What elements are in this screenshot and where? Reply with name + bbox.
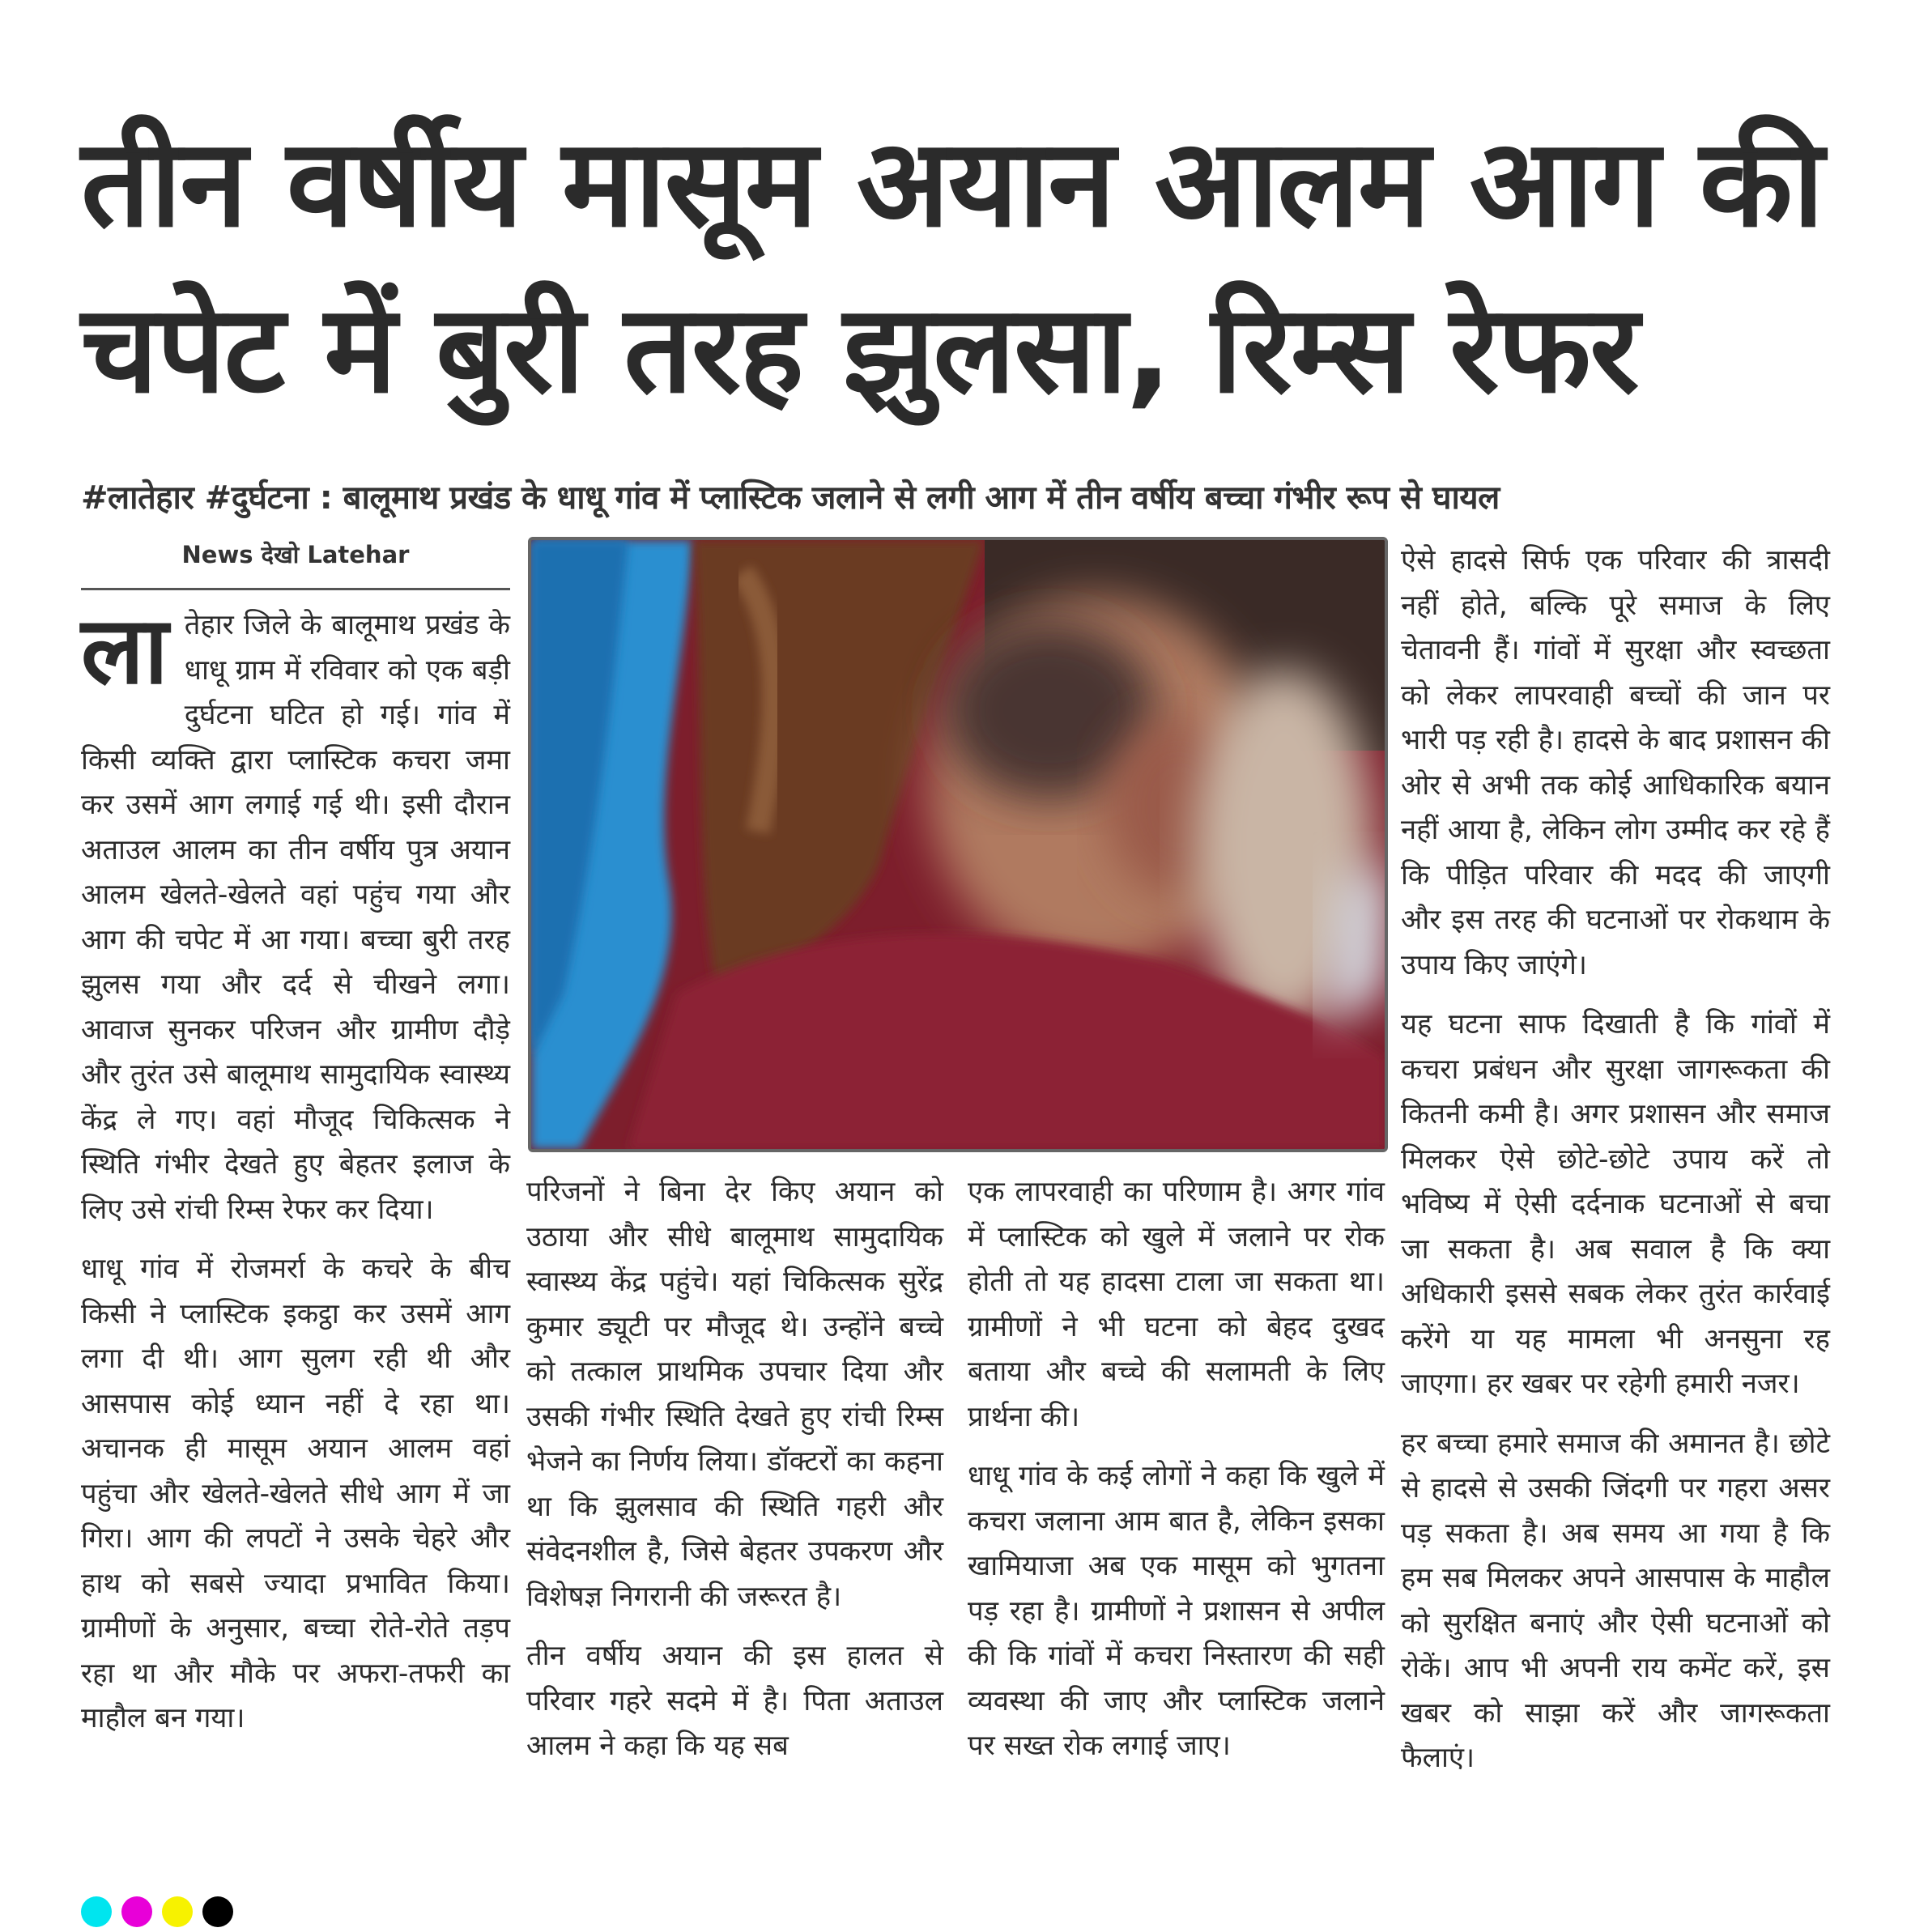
magenta-dot (121, 1896, 152, 1927)
cmyk-registration-marks (81, 1896, 233, 1927)
news-photo (528, 537, 1388, 1152)
headline: तीन वर्षीय मासूम अयान आलम आग की चपेट में बुरी तरह झुलसा, रिम्स रेफर (81, 113, 1823, 420)
paragraph: धाधू गांव के कई लोगों ने कहा कि खुले में कचरा जलाना आम बात है, लेकिन इसका खामियाजा अब एक मासूम को भुगतना पड़ रहा है। ग्रामीणों ने प्रशासन से अपील की कि गांवों में कचरा निस्तारण की सही व्यवस्था की जाए और प्लास्टिक जलाने पर सख्त रोक लगाई जाए। (968, 1460, 1385, 1762)
column-1 (81, 597, 510, 1756)
paragraph: ऐसे हादसे सिर्फ एक परिवार की त्रासदी नहीं होते, बल्कि पूरे समाज के लिए चेतावनी हैं। गांवों में सुरक्षा और स्वच्छता को लेकर लापरवाही बच्चों की जान पर भारी पड़ रही है। हादसे के बाद प्रशासन की ओर से अभी तक कोई आधिकारिक बयान नहीं आया है, लेकिन लोग उम्मीद कर रहे हैं कि पीड़ित परिवार की मदद की जाएगी और इस तरह की घटनाओं पर रोकथाम के उपाय किए जाएंगे। (1401, 544, 1830, 981)
cyan-dot (81, 1896, 112, 1927)
paragraph-text: तेहार जिले के बालूमाथ प्रखंड के धाधू ग्राम में रविवार को एक बड़ी दुर्घटना घटित हो गई। गांव में किसी व्यक्ति द्वारा प्लास्टिक कचरा जमा कर उसमें आग लगाई गई थी। इसी दौरान अताउल आलम का तीन वर्षीय पुत्र अयान आलम खेलते-खेलते वहां पहुंच गया और आग की चपेट में आ गया। बच्चा बुरी तरह झुलस गया और दर्द से चीखने लगा। आवाज सुनकर परिजन और ग्रामीण दौड़े और तुरंत उसे बालूमाथ सामुदायिक स्वास्थ्य केंद्र ले गए। वहां मौजूद चिकित्सक ने स्थिति गंभीर देखते हुए बेहतर इलाज के लिए उसे रांची रिम्स रेफर कर दिया। (81, 609, 510, 1226)
blurred-photo-image (531, 540, 1385, 1149)
column-2 (526, 1170, 943, 1784)
drop-cap: ला (81, 597, 168, 705)
column-3 (968, 1170, 1385, 1784)
paragraph: परिजनों ने बिना देर किए अयान को उठाया और सीधे बालूमाथ सामुदायिक स्वास्थ्य केंद्र पहुंचे। यहां चिकित्सक सुरेंद्र कुमार ड्यूटी पर मौजूद थे। उन्होंने बच्चे को तत्काल प्राथमिक उपचार दिया और उसकी गंभीर स्थिति देखते हुए रांची रिम्स भेजने का निर्णय लिया। डॉक्टरों का कहना था कि झुलसाव की स्थिति गहरी और संवेदनशील है, जिसे बेहतर उपकरण और विशेषज्ञ निगरानी की जरूरत है। (526, 1176, 943, 1613)
paragraph: धाधू गांव में रोजमर्रा के कचरे के बीच किसी ने प्लास्टिक इकट्ठा कर उसमें आग लगा दी थी। आग सुलग रही थी और आसपास कोई ध्यान नहीं दे रहा था। अचानक ही मासूम अयान आलम वहां पहुंचा और खेलते-खेलते सीधे आग में जा गिरा। आग की लपटों ने उसके चेहरे और हाथ को सबसे ज्यादा प्रभावित किया। ग्रामीणों के अनुसार, बच्चा रोते-रोते तड़प रहा था और मौके पर अफरा-तफरी का माहौल बन गया। (81, 1253, 510, 1734)
paragraph: एक लापरवाही का परिणाम है। अगर गांव में प्लास्टिक को खुले में जलाने पर रोक होती तो यह हादसा टाला जा सकता था। ग्रामीणों ने भी घटना को बेहद दुखद बताया और बच्चे की सलामती के लिए प्रार्थना की। (968, 1176, 1385, 1433)
yellow-dot (162, 1896, 193, 1927)
subheadline: #लातेहार #दुर्घटना : बालूमाथ प्रखंड के धाधू गांव में प्लास्टिक जलाने से लगी आग में तीन वर्षीय बच्चा गंभीर रूप से घायल (81, 479, 1500, 517)
paragraph: यह घटना साफ दिखाती है कि गांवों में कचरा प्रबंधन और सुरक्षा जागरूकता की कितनी कमी है। अगर प्रशासन और समाज मिलकर ऐसे छोटे-छोटे उपाय करें तो भविष्य में ऐसी दर्दनाक घटनाओं से बचा जा सकता है। अब सवाल है कि क्या अधिकारी इससे सबक लेकर तुरंत कार्रवाई करेंगे या यह मामला भी अनसुना रह जाएगा। हर खबर पर रहेगी हमारी नजर। (1401, 1008, 1830, 1400)
column-4 (1401, 538, 1830, 1796)
paragraph (81, 597, 510, 1232)
black-dot (202, 1896, 233, 1927)
paragraph: हर बच्चा हमारे समाज की अमानत है। छोटे से हादसे से उसकी जिंदगी पर गहरा असर पड़ सकता है। अब समय आ गया है कि हम सब मिलकर अपने आसपास के माहौल को सुरक्षित बनाएं और ऐसी घटनाओं को रोकें। आप भी अपनी राय कमेंट करें, इस खबर को साझा करें और जागरूकता फैलाएं। (1401, 1427, 1830, 1774)
byline: News देखो Latehar (81, 538, 510, 590)
paragraph: तीन वर्षीय अयान की इस हालत से परिवार गहरे सदमे में है। पिता अताउल आलम ने कहा कि यह सब (526, 1640, 943, 1762)
